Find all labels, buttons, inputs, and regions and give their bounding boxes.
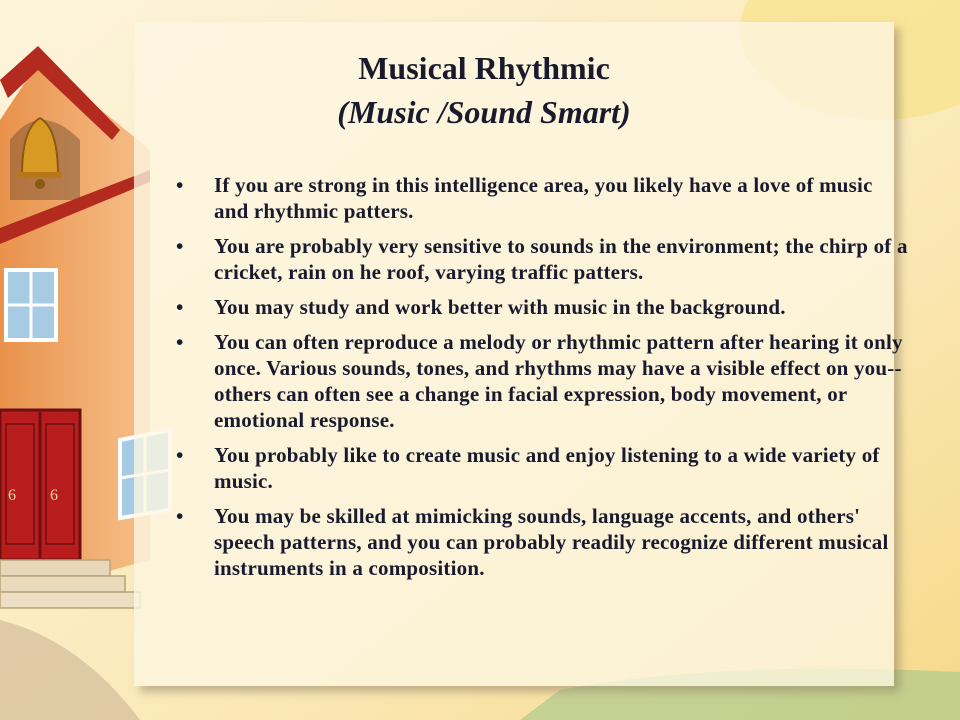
bullet-text: You probably like to create music and enjoy listening to a wide variety of music. xyxy=(214,443,880,493)
bullet-marker: • xyxy=(176,330,184,354)
bullet-item xyxy=(172,329,910,433)
bullet-text: You are probably very sensitive to sounds in the environment; the chirp of a cricket, rain on he roof, varying traffic patters. xyxy=(214,234,908,284)
bullet-item xyxy=(172,503,910,581)
bullet-item xyxy=(172,233,910,285)
bullet-text: You can often reproduce a melody or rhythmic pattern after hearing it only once. Various sounds, tones, and rhythms may have a visible effect on you-- others can often see a change in facial expression, body movement, or emotional response. xyxy=(214,330,903,432)
bullet-marker: • xyxy=(176,443,184,467)
bullet-text: If you are strong in this intelligence area, you likely have a love of music and rhythmic patters. xyxy=(214,173,873,223)
bullet-marker: • xyxy=(176,234,184,258)
upper-window xyxy=(6,270,56,340)
slide-subtitle: (Music /Sound Smart) xyxy=(337,94,631,130)
bullet-item xyxy=(172,442,910,494)
bullet-list xyxy=(172,172,910,590)
bullet-item xyxy=(172,172,910,224)
bullet-item xyxy=(172,294,910,320)
slide-title: Musical Rhythmic xyxy=(358,50,610,86)
title-block xyxy=(134,46,834,134)
bullet-marker: • xyxy=(176,173,184,197)
bullet-marker: • xyxy=(176,295,184,319)
red-doors xyxy=(0,410,80,560)
door-number: 6 xyxy=(50,487,58,504)
bullet-text: You may study and work better with music in the background. xyxy=(214,295,786,319)
bullet-marker: • xyxy=(176,504,184,528)
door-number: 6 xyxy=(8,487,16,504)
bullet-text: You may be skilled at mimicking sounds, language accents, and others' speech patterns, and you can probably readily recognize different musical instruments in a composition. xyxy=(214,504,889,580)
